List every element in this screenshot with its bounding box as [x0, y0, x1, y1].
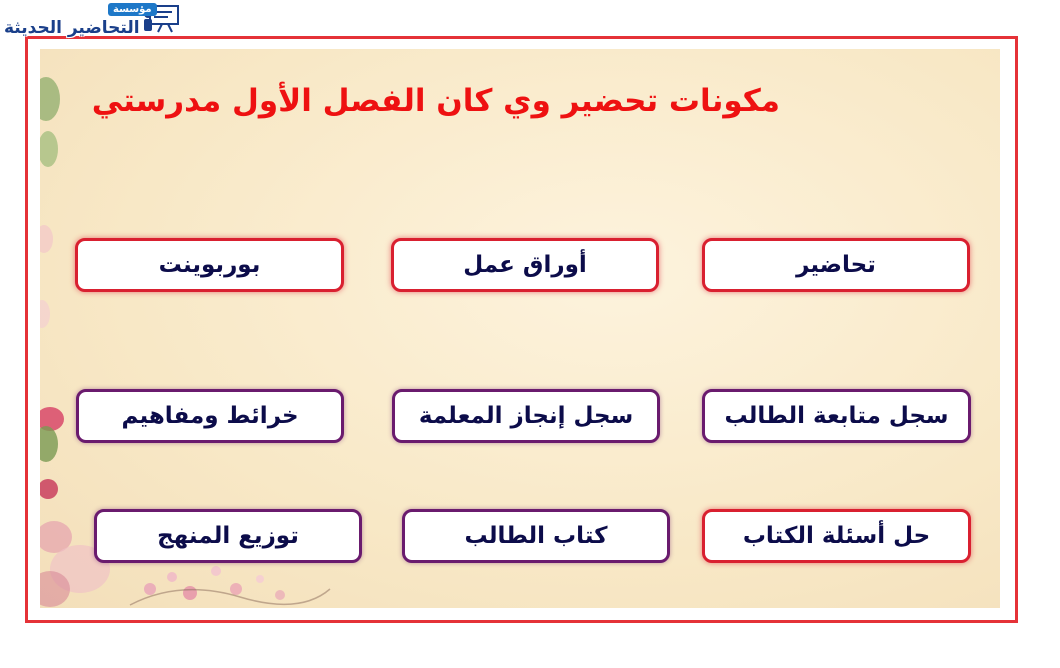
item-card-label: حل أسئلة الكتاب — [742, 523, 931, 549]
brand-logo[interactable] — [0, 0, 182, 44]
item-card-textbook-answers[interactable] — [702, 509, 971, 563]
item-card-powerpoint[interactable] — [75, 238, 344, 292]
item-card-label: كتاب الطالب — [464, 523, 608, 549]
item-card-teacher-achievement-record[interactable] — [392, 389, 660, 443]
logo-name: التحاضير الحديثة — [4, 18, 140, 38]
logo-badge: مؤسسة — [108, 3, 157, 16]
item-card-worksheets[interactable] — [391, 238, 659, 292]
item-card-student-tracking-record[interactable] — [702, 389, 971, 443]
item-card-curriculum-distribution[interactable] — [94, 509, 362, 563]
item-card-label: سجل إنجاز المعلمة — [418, 403, 634, 429]
item-card-label: بوربوينت — [158, 252, 261, 278]
item-card-maps-concepts[interactable] — [76, 389, 344, 443]
item-card-lessons[interactable] — [702, 238, 970, 292]
page-title: مكونات تحضير وي كان الفصل الأول مدرستي — [91, 83, 780, 119]
item-card-label: تحاضير — [796, 252, 876, 278]
item-card-student-book[interactable] — [402, 509, 670, 563]
item-card-label: سجل متابعة الطالب — [724, 403, 949, 429]
item-card-label: أوراق عمل — [463, 252, 587, 278]
content-canvas — [40, 49, 1000, 608]
item-card-label: توزيع المنهج — [157, 523, 299, 549]
item-card-label: خرائط ومفاهيم — [121, 403, 299, 429]
